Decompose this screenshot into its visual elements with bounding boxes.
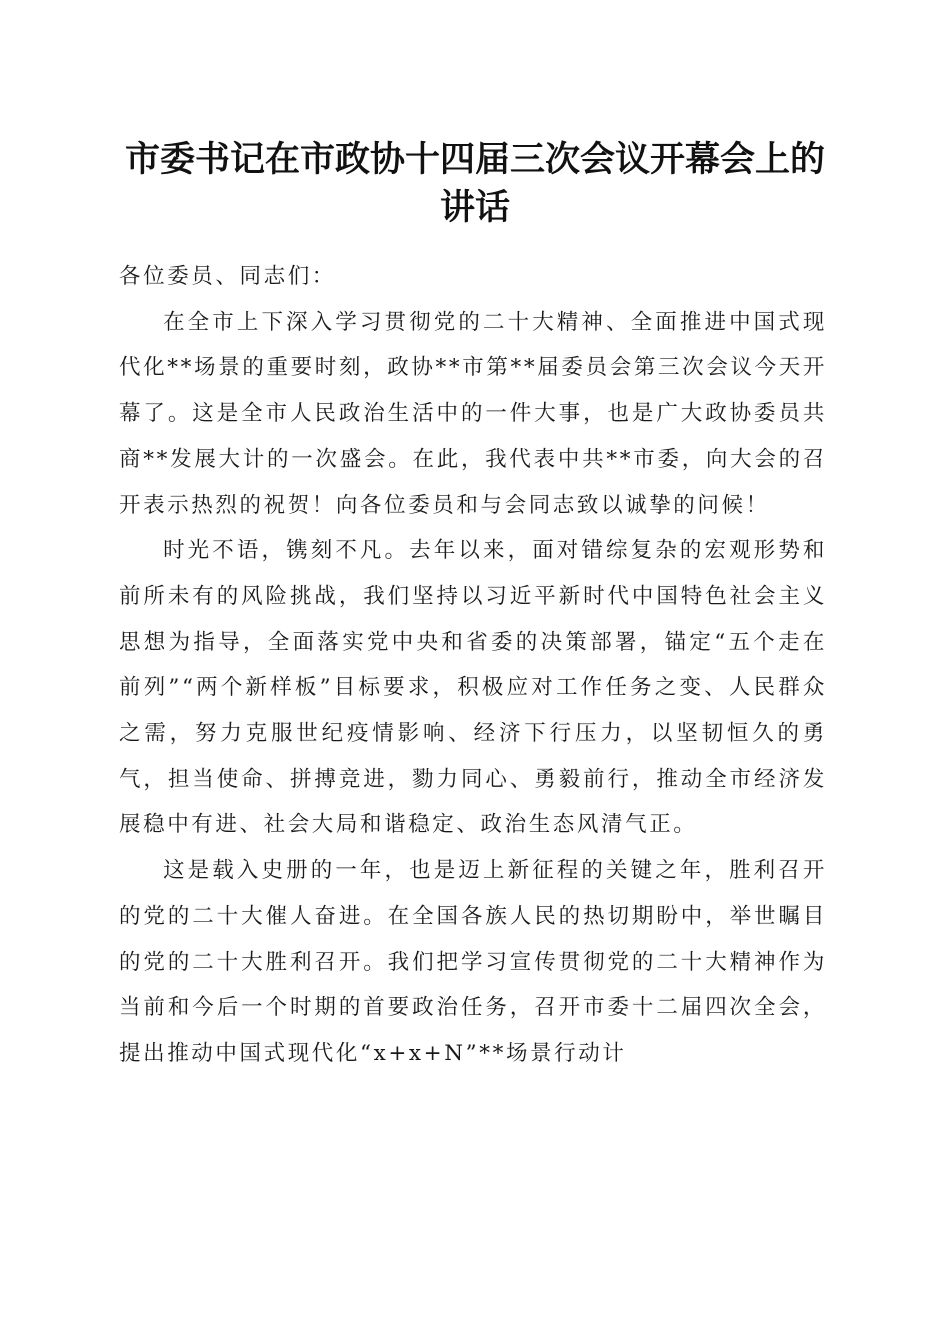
paragraph-1: 在全市上下深入学习贯彻党的二十大精神、全面推进中国式现代化**场景的重要时刻，政协**市第**届委员会第三次会议今天开幕了。这是全市人民政治生活中的一件大事，也是广大政协委员共商**发展大计的一次盛会。在此，我代表中共**市委，向大会的召开表示热烈的祝贺！向各位委员和与会同志致以诚挚的问候！ — [119, 309, 827, 518]
document-body — [119, 254, 827, 1077]
document-title: 市委书记在市政协十四届三次会议开幕会上的讲话 — [124, 139, 825, 228]
paragraph-2: 时光不语，镌刻不凡。去年以来，面对错综复杂的宏观形势和前所未有的风险挑战，我们坚持以习近平新时代中国特色社会主义思想为指导，全面落实党中央和省委的决策部署，锚定“五个走在前列”“两个新样板”目标要求，积极应对工作任务之变、人民群众之需，努力克服世纪疫情影响、经济下行压力，以坚韧恒久的勇气，担当使命、拼搏竞进，勠力同心、勇毅前行，推动全市经济发展稳中有进、社会大局和谐稳定、政治生态风清气正。 — [119, 538, 827, 838]
salutation: 各位委员、同志们： — [119, 264, 336, 289]
paragraph-3: 这是载入史册的一年，也是迈上新征程的关键之年，胜利召开的党的二十大催人奋进。在全国各族人民的热切期盼中，举世瞩目的党的二十大胜利召开。我们把学习宣传贯彻党的二十大精神作为当前和今后一个时期的首要政治任务，召开市委十二届四次全会，提出推动中国式现代化“x+x+N”**场景行动计 — [119, 858, 827, 1066]
